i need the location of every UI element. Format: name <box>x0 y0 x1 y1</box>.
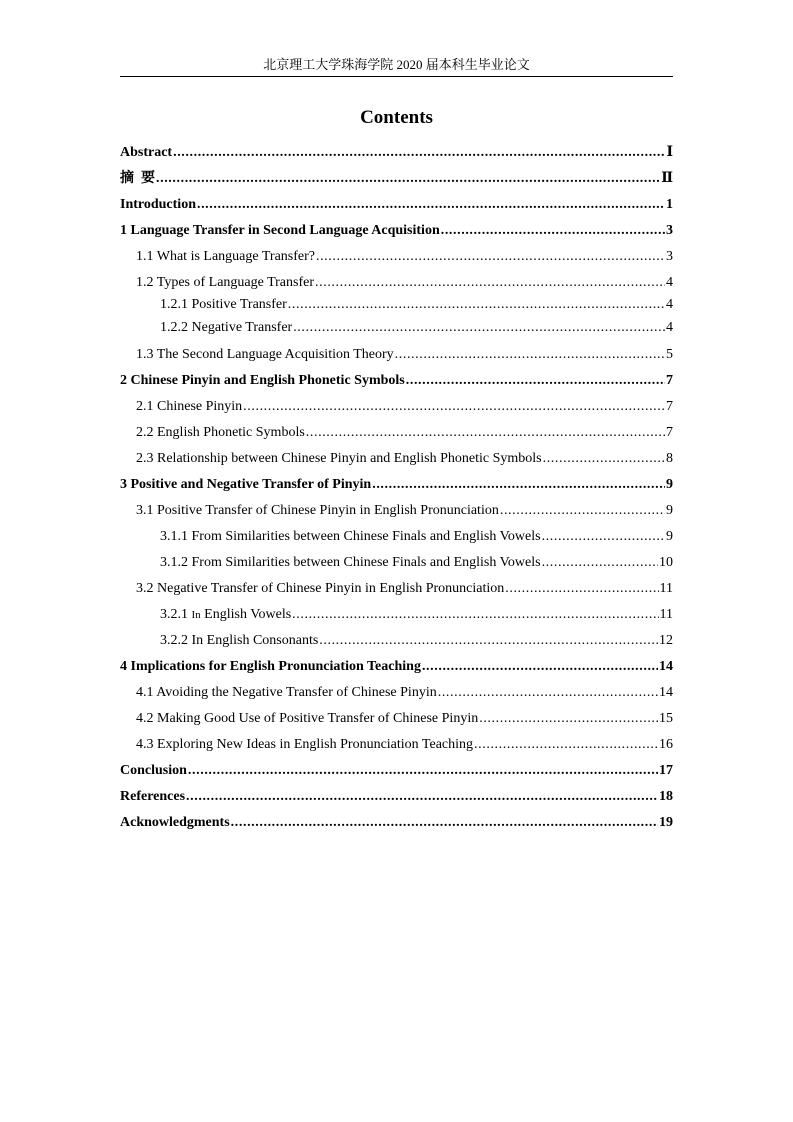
toc-entry-chapter-1[interactable] <box>120 218 673 240</box>
toc-entry-page: Ⅰ <box>666 145 673 160</box>
toc-entry-4-3[interactable] <box>120 732 673 754</box>
toc-entry-label: 1 Language Transfer in Second Language Acquisition <box>120 223 440 238</box>
leader-dots <box>288 296 665 314</box>
leader-dots <box>441 222 665 240</box>
leader-dots <box>542 554 658 572</box>
toc-entry-introduction[interactable] <box>120 192 673 214</box>
toc-entry-page: 5 <box>666 347 673 362</box>
toc-entry-label: 1.2.1 Positive Transfer <box>160 297 287 312</box>
toc-entry-label-prefix: 3.2.1 <box>160 607 192 622</box>
leader-dots <box>292 606 658 624</box>
leader-dots <box>438 684 658 702</box>
toc-entry-chapter-3[interactable] <box>120 472 673 494</box>
toc-entry-label: 1.1 What is Language Transfer? <box>136 249 315 264</box>
toc-entry-page: 19 <box>659 815 673 830</box>
toc-entry-page: 4 <box>666 297 673 312</box>
toc-entry-page: 11 <box>659 607 673 622</box>
toc-entry-1-2[interactable] <box>120 270 673 292</box>
toc-entry-label: Acknowledgments <box>120 815 230 830</box>
leader-dots <box>505 580 658 598</box>
toc-entry-label: 4.2 Making Good Use of Positive Transfer of Chinese Pinyin <box>136 711 479 726</box>
toc-entry-4-2[interactable] <box>120 706 673 728</box>
leader-dots <box>156 170 660 188</box>
leader-dots <box>315 274 665 292</box>
toc-entry-3-2-1[interactable] <box>120 602 673 624</box>
toc-entry-page: 4 <box>666 320 673 335</box>
toc-entry-3-2-2[interactable] <box>120 628 673 650</box>
leader-dots <box>243 398 665 416</box>
toc-entry-4-1[interactable] <box>120 680 673 702</box>
toc-entry-label: 1.2 Types of Language Transfer <box>136 275 315 290</box>
toc-entry-3-2[interactable] <box>120 576 673 598</box>
toc-entry-1-2-2[interactable] <box>120 317 673 337</box>
toc-entry-3-1[interactable] <box>120 498 673 520</box>
leader-dots <box>422 658 658 676</box>
toc-entry-label-suffix: English Vowels <box>200 607 292 622</box>
leader-dots <box>372 476 665 494</box>
toc-entry-page: 11 <box>659 581 673 596</box>
toc-entry-page: 16 <box>659 737 673 752</box>
toc-entry-label: 4 Implications for English Pronunciation Teaching <box>120 659 421 674</box>
toc-entry-page: Ⅱ <box>661 171 673 186</box>
leader-dots <box>542 528 665 546</box>
toc-entry-label: 4.3 Exploring New Ideas in English Pronunciation Teaching <box>136 737 474 752</box>
toc-entry-label: 2 Chinese Pinyin and English Phonetic Symbols <box>120 373 405 388</box>
toc-entry-2-1[interactable] <box>120 394 673 416</box>
toc-entry-label: Abstract <box>120 145 173 160</box>
leader-dots <box>474 736 658 754</box>
toc-entry-page: 4 <box>666 275 673 290</box>
toc-entry-1-2-1[interactable] <box>120 294 673 314</box>
toc-entry-label: 3.1 Positive Transfer of Chinese Pinyin in English Pronunciation <box>136 503 499 518</box>
toc-entry-label: 3.1.2 From Similarities between Chinese Finals and English Vowels <box>160 555 541 570</box>
toc-entry-label: 2.2 English Phonetic Symbols <box>136 425 305 440</box>
toc-entry-page: 7 <box>666 425 673 440</box>
toc-entry-page: 7 <box>666 373 673 388</box>
toc-entry-chinese-abstract[interactable] <box>120 166 673 188</box>
leader-dots <box>306 424 665 442</box>
toc-entry-label: References <box>120 789 186 804</box>
toc-entry-label: 摘 要 <box>120 171 155 186</box>
toc-entry-page: 8 <box>666 451 673 466</box>
toc-title: Contents <box>360 107 433 128</box>
toc-entry-label: 2.3 Relationship between Chinese Pinyin and English Phonetic Symbols <box>136 451 542 466</box>
toc-entry-2-2[interactable] <box>120 420 673 442</box>
toc-entry-page: 10 <box>659 555 673 570</box>
toc-entry-page: 18 <box>659 789 673 804</box>
leader-dots <box>406 372 665 390</box>
toc-entry-page: 9 <box>666 503 673 518</box>
toc-entry-page: 9 <box>666 529 673 544</box>
toc-entry-abstract[interactable] <box>120 140 673 162</box>
leader-dots <box>188 762 658 780</box>
toc-entry-1-1[interactable] <box>120 244 673 266</box>
toc-entry-label: 4.1 Avoiding the Negative Transfer of Chinese Pinyin <box>136 685 437 700</box>
toc-entry-1-3[interactable] <box>120 342 673 364</box>
toc-entry-label: Conclusion <box>120 763 187 778</box>
toc-entry-label: 3.1.1 From Similarities between Chinese Finals and English Vowels <box>160 529 541 544</box>
toc-entry-label: 1.2.2 Negative Transfer <box>160 320 293 335</box>
leader-dots <box>319 632 658 650</box>
toc-entry-page: 12 <box>659 633 673 648</box>
toc-entry-page: 15 <box>659 711 673 726</box>
leader-dots <box>231 814 658 832</box>
toc-entry-label: 1.3 The Second Language Acquisition Theory <box>136 347 394 362</box>
toc-entry-page: 17 <box>659 763 673 778</box>
leader-dots <box>395 346 665 364</box>
toc-entry-page: 3 <box>666 249 673 264</box>
toc-entry-page: 1 <box>666 197 673 212</box>
toc-entry-label: 3.2.2 In English Consonants <box>160 633 319 648</box>
leader-dots <box>479 710 658 728</box>
page-header: 北京理工大学珠海学院 2020 届本科生毕业论文 <box>263 57 530 72</box>
leader-dots <box>197 196 665 214</box>
header-rule <box>120 76 673 77</box>
toc-entry-page: 14 <box>659 685 673 700</box>
leader-dots <box>543 450 665 468</box>
toc-entry-label <box>160 606 291 624</box>
toc-entry-acknowledgments[interactable] <box>120 810 673 832</box>
leader-dots <box>293 319 665 337</box>
toc-entry-label: Introduction <box>120 197 196 212</box>
toc-entry-3-1-1[interactable] <box>120 524 673 546</box>
toc-entry-label: 2.1 Chinese Pinyin <box>136 399 243 414</box>
toc-entry-conclusion[interactable] <box>120 758 673 780</box>
toc-entry-page: 3 <box>666 223 673 238</box>
toc-entry-label-small: In <box>191 609 201 621</box>
toc-entry-chapter-4[interactable] <box>120 654 673 676</box>
toc-entry-chapter-2[interactable] <box>120 368 673 390</box>
leader-dots <box>316 248 665 266</box>
toc-entry-page: 14 <box>659 659 673 674</box>
leader-dots <box>500 502 665 520</box>
toc-entry-page: 7 <box>666 399 673 414</box>
toc-entry-label: 3 Positive and Negative Transfer of Pinyin <box>120 477 372 492</box>
leader-dots <box>186 788 658 806</box>
leader-dots <box>173 144 665 162</box>
toc-entry-page: 9 <box>666 477 673 492</box>
toc-entry-2-3[interactable] <box>120 446 673 468</box>
toc-entry-3-1-2[interactable] <box>120 550 673 572</box>
toc-entry-label: 3.2 Negative Transfer of Chinese Pinyin in English Pronunciation <box>136 581 505 596</box>
toc-entry-references[interactable] <box>120 784 673 806</box>
